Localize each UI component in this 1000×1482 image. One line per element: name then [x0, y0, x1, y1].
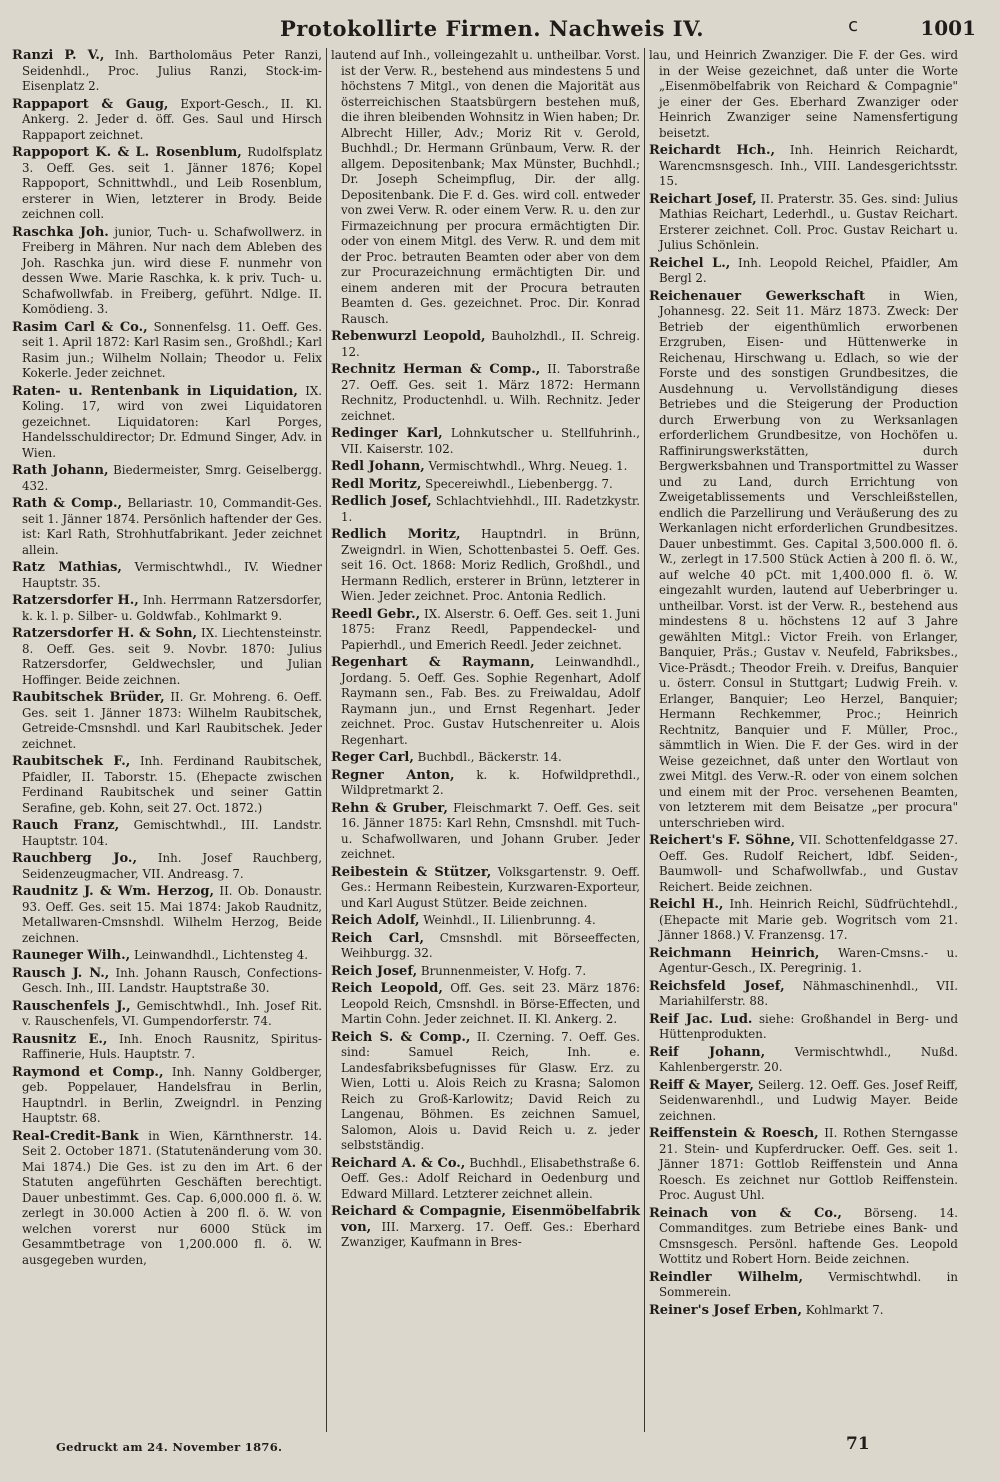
entry-text: III. Marxerg. 17. Oeff. Ges.: Eberhard Zwanziger, Kaufmann in Bres-	[341, 1219, 640, 1249]
entry-text: Bauholzhdl., II. Schreig. 12.	[341, 329, 641, 359]
entry-name: Reibestein & Stützer,	[331, 864, 492, 880]
entry-name: Rechnitz Herman & Comp.,	[331, 362, 541, 377]
register-entry	[12, 384, 322, 462]
entry-name: Reif Johann,	[649, 1044, 766, 1060]
register-entry	[331, 362, 640, 424]
register-entry	[331, 48, 640, 327]
register-entry	[331, 931, 640, 962]
entry-name: Regenhart & Raymann,	[331, 655, 535, 670]
entry-text: lau, und Heinrich Zwanziger. Die F. der Ges. wird in der Weise gezeichnet, daß unter die Worte „Eisenmöbelfabrik von Reichard & Compagnie" je einer der Ges. Eberhard Zwanziger oder Heinrich Zwanziger seine Namensfertigung beisetzt.	[649, 48, 958, 140]
register-entry	[12, 1065, 322, 1127]
register-entry	[649, 289, 958, 832]
entry-text: VII. Schottenfeldgasse 27. Oeff. Ges. Rudolf Reichert, ldbf. Seiden-, Baumwoll- und Schafwollwfab., und Gustav Reichert. Beide zeichnen.	[659, 833, 958, 894]
entry-name: Raubitschek Brüder,	[12, 690, 165, 705]
column-left	[8, 48, 326, 1432]
register-entry	[331, 655, 640, 748]
entry-name: Redlich Josef,	[331, 494, 432, 509]
entry-name: Reger Carl,	[331, 750, 414, 765]
entry-name: Raschka Joh.	[12, 224, 109, 240]
entry-text: IX. Koling. 17, wird von zwei Liquidatoren gezeichnet. Liquidatoren: Karl Porges, Handelsschuldirector; Dr. Edmund Singer, Adv. in Wien.	[22, 383, 322, 460]
entry-text: Lohnkutscher u. Stellfuhrinh., VII. Kaiserstr. 102.	[341, 426, 640, 456]
register-entry	[12, 884, 322, 946]
entry-text: Börseng. 14. Commanditges. zum Betriebe eines Bank- und Cmsnsgesch. Persönl. haftende Ges. Leopold Wottitz und Robert Horn. Beide zeichnen.	[659, 1205, 959, 1266]
entry-name: Rauchberg Jo.,	[12, 851, 137, 866]
entry-name: Reichmann Heinrich,	[649, 945, 820, 961]
entry-text: Specereiwhdl., Liebenbergg. 7.	[425, 476, 613, 491]
entry-name: Rebenwurzl Leopold,	[331, 329, 486, 344]
entry-text: II. Praterstr. 35. Ges. sind: Julius Mathias Reichart, Lederhdl., u. Gustav Reichart. Ersterer zeichnet. Coll. Proc. Gustav Reichart u. Julius Schönlein.	[659, 191, 959, 252]
entry-text: Brunnenmeister, V. Hofg. 7.	[420, 963, 587, 978]
register-entry	[331, 865, 640, 912]
entry-name: Ratzersdorfer H. & Sohn,	[12, 626, 198, 641]
column-middle	[326, 48, 644, 1432]
register-entry	[649, 946, 958, 977]
register-entry	[331, 477, 640, 493]
register-entry	[331, 459, 640, 475]
entry-text: Waren-Cmsns.- u. Agentur-Gesch., IX. Peregrinig. 1.	[659, 945, 958, 975]
register-entry	[12, 851, 322, 882]
entry-name: Reindler Wilhelm,	[649, 1269, 803, 1285]
entry-text: Cmsnshdl. mit Börseeffecten, Weihburgg. 32.	[341, 930, 640, 960]
entry-text: Biedermeister, Smrg. Geiselbergg. 432.	[22, 463, 323, 493]
entry-text: Volksgartenstr. 9. Oeff. Ges.: Hermann Reibestein, Kurzwaren-Exporteur, und Karl August Stützer. Beide zeichnen.	[341, 864, 640, 910]
page-header	[8, 14, 976, 48]
register-entry	[331, 1030, 640, 1154]
register-entry	[649, 1012, 958, 1043]
entry-name: Reich Leopold,	[331, 981, 443, 996]
print-date: Gedruckt am 24. November 1876.	[56, 1440, 283, 1454]
entry-text: Rudolfsplatz 3. Oeff. Ges. seit 1. Jänner 1876; Kopel Rappoport, Schnittwhdl., und Leib Rosenblum, ersterer in Wien, letzterer in Brody. Beide zeichnen coll.	[22, 145, 322, 221]
register-entry	[649, 1270, 958, 1301]
entry-text: Inh. Bartholomäus Peter Ranzi, Seidenhdl., Proc. Julius Ranzi, Stock-im-Eisenplatz 2.	[22, 48, 323, 93]
entry-text: Vermischtwhdl. in Sommerein.	[659, 1269, 958, 1299]
entry-text: Inh. Johann Rausch, Confections-Gesch. Inh., III. Landstr. Hauptstraße 30.	[22, 965, 322, 995]
register-entry	[331, 607, 640, 654]
entry-text: Sonnenfelsg. 11. Oeff. Ges. seit 1. April 1872: Karl Rasim sen., Großhdl.; Karl Rasim jun.; Wilhelm Nollain; Theodor u. Felix Kokerle. Jeder zeichnet.	[22, 319, 322, 380]
entry-text: Buchbdl., Bäckerstr. 14.	[417, 750, 562, 764]
column-right	[644, 48, 962, 1432]
entry-name: Reich S. & Comp.,	[331, 1029, 471, 1045]
register-entry	[331, 426, 640, 457]
register-entry	[331, 1204, 640, 1251]
register-entry	[12, 593, 322, 624]
entry-name: Rauschenfels J.,	[12, 998, 131, 1014]
entry-text: II. Gr. Mohreng. 6. Oeff. Ges. seit 1. Jänner 1873: Wilhelm Raubitschek, Getreide-Cmsnshdl. und Karl Raubitschek. Jeder zeichnet.	[22, 690, 322, 751]
entry-text: Vermischtwhdl., Nußd. Kahlenbergerstr. 20.	[659, 1044, 959, 1074]
register-entry	[12, 496, 322, 558]
entry-name: Rausch J. N.,	[12, 965, 110, 981]
entry-text: Bellariastr. 10, Commandit-Ges. seit 1. Jänner 1874. Persönlich haftender der Ges. ist: Karl Rath, Strohhutfabrikant. Jeder zeichnet allein.	[22, 496, 323, 557]
entry-name: Raubitschek F.,	[12, 754, 131, 769]
register-entry	[12, 48, 322, 95]
register-entry	[649, 1206, 958, 1268]
register-entry	[12, 999, 322, 1030]
entry-name: Reiff & Mayer,	[649, 1077, 754, 1093]
entry-name: Redlich Moritz,	[331, 527, 461, 542]
register-entry	[12, 966, 322, 997]
entry-text: siehe: Großhandel in Berg- und Hüttenprodukten.	[659, 1011, 958, 1041]
entry-text: Inh. Josef Rauchberg, Seidenzeugmacher, VII. Andreasg. 7.	[22, 851, 322, 881]
entry-name: Reich Adolf,	[331, 913, 420, 928]
entry-text: Weinhdl., II. Lilienbrunng. 4.	[423, 913, 596, 927]
entry-name: Redl Moritz,	[331, 476, 422, 492]
entry-name: Reiner's Josef Erben,	[649, 1302, 803, 1318]
entry-name: Rausnitz E.,	[12, 1031, 108, 1047]
entry-name: Raten- u. Rentenbank in Liquidation,	[12, 383, 298, 399]
entry-name: Reichl H.,	[649, 897, 724, 912]
register-entry	[649, 1303, 958, 1319]
register-entry	[649, 1045, 958, 1076]
entry-text: Schlachtviehhdl., III. Radetzkystr. 1.	[341, 494, 640, 524]
register-entry	[12, 97, 322, 144]
entry-name: Reinach von & Co.,	[649, 1205, 842, 1221]
entry-text: II. Ob. Donaustr. 93. Oeff. Ges. seit 15. Mai 1874: Jakob Raudnitz, Metallwaren-Cmsnshdl. Wilhelm Herzog, Beide zeichnen.	[22, 884, 322, 945]
entry-name: Regner Anton,	[331, 767, 455, 783]
register-entry	[12, 818, 322, 849]
entry-name: Rappoport K. & L. Rosenblum,	[12, 145, 242, 160]
entry-name: Reif Jac. Lud.	[649, 1011, 753, 1027]
entry-text: IX. Liechtensteinstr. 8. Oeff. Ges. seit 9. Novbr. 1870: Julius Ratzersdorfer, Geldwechsler, und Julian Hoffinger. Beide zeichnen.	[22, 626, 322, 687]
entry-name: Rappaport & Gaug,	[12, 96, 169, 112]
entry-name: Reichsfeld Josef,	[649, 978, 785, 994]
register-entry	[12, 690, 322, 752]
text-columns	[8, 48, 976, 1432]
entry-text: Vermischtwhdl., IV. Wiedner Hauptstr. 35.	[22, 560, 323, 590]
entry-text: Vermischtwhdl., Whrg. Neueg. 1.	[428, 459, 628, 473]
entry-name: Reich Josef,	[331, 963, 418, 979]
register-entry	[12, 463, 322, 494]
entry-name: Reichard & Compagnie, Eisenmöbelfabrik von,	[331, 1204, 640, 1235]
register-entry	[12, 754, 322, 816]
page-title: Protokollirte Firmen. Nachweis IV.	[279, 16, 705, 41]
page-number: 1001	[920, 16, 976, 40]
entry-text: in Wien, Kärnthnerstr. 14. Seit 2. October 1871. (Statutenänderung vom 30. Mai 1874.) Die Ges. ist zu den im Art. 6 der Statuten angeführten Geschäften berechtigt. Dauer unbestimmt. Ges. Cap. 6,000.000 fl. ö. W. zerlegt in 30.000 Actien à 200 fl. ö. W. von welchen vorerst nur 6000 Stück im Gesammtbetrage von 1,200.000 fl. ö. W. ausgegeben wurden,	[22, 1128, 323, 1267]
register-entry	[331, 768, 640, 799]
register-entry	[649, 143, 958, 190]
margin-mark: c	[848, 15, 858, 36]
entry-name: Raudnitz J. & Wm. Herzog,	[12, 884, 214, 899]
entry-name: Raymond et Comp.,	[12, 1064, 164, 1080]
register-entry	[331, 329, 640, 360]
entry-text: Fleischmarkt 7. Oeff. Ges. seit 16. Jänner 1875: Karl Rehn, Cmsnshdl. mit Tuch- u. Schafwollwaren, und Johann Gruber. Jeder zeichnet.	[341, 800, 640, 861]
entry-name: Rauneger Wilh.,	[12, 948, 131, 963]
entry-text: k. k. Hofwildprethdl., Wildpretmarkt 2.	[341, 767, 640, 797]
entry-text: Inh. Ferdinand Raubitschek, Pfaidler, II. Taborstr. 15. (Ehepacte zwischen Ferdinand Raubitschek und seiner Gattin Serafine, geb. Kohn, seit 27. Oct. 1872.)	[22, 754, 322, 815]
register-entry	[331, 750, 640, 766]
entry-name: Reichart Josef,	[649, 191, 757, 207]
entry-text: Off. Ges. seit 23. März 1876: Leopold Reich, Cmsnshdl. in Börse-Effecten, und Martin Cohn. Jeder zeichnet. II. Kl. Ankerg. 2.	[341, 981, 640, 1026]
signature-mark: 71	[846, 1434, 870, 1454]
entry-text: Leinwandhdl., Lichtensteg 4.	[133, 948, 309, 962]
entry-name: Ratz Mathias,	[12, 560, 122, 575]
entry-text: Hauptndrl. in Brünn, Zweigndrl. in Wien, Schottenbastei 5. Oeff. Ges. seit 16. Oct. 1868: Moriz Redlich, Großhdl., und Hermann Redlich, ersterer in Brünn, letzterer in Wien. Jeder zeichnet. Proc. Antonia Redlich.	[341, 527, 641, 603]
register-entry	[331, 964, 640, 980]
entry-text: Inh. Heinrich Reichl, Südfrüchtehdl., (Ehepacte mit Marie geb. Wogritsch vom 21. Jänner 1868.) V. Franzensg. 17.	[659, 897, 958, 942]
register-entry	[12, 320, 322, 382]
entry-text: Inh. Herrmann Ratzersdorfer, k. k. l. p. Silber- u. Goldwfab., Kohlmarkt 9.	[22, 593, 323, 623]
entry-text: Export-Gesch., II. Kl. Ankerg. 2. Jeder d. öff. Ges. Saul und Hirsch Rappaport zeichnet.	[22, 96, 323, 142]
register-entry	[12, 1129, 322, 1269]
entry-name: Rath Johann,	[12, 463, 109, 478]
register-entry	[12, 560, 322, 591]
entry-text: Inh. Nanny Goldberger, geb. Poppelauer, Handelsfrau in Berlin, Hauptndrl. in Berlin, Zweigndrl. in Penzing Hauptstr. 68.	[22, 1064, 322, 1125]
register-entry	[649, 979, 958, 1010]
entry-text: Inh. Heinrich Reichardt, Warencmsnsgesch. Inh., VIII. Landesgerichtsstr. 15.	[659, 143, 958, 188]
entry-text: Gemischtwhdl., III. Landstr. Hauptstr. 104.	[22, 818, 322, 848]
register-entry	[649, 48, 958, 141]
entry-text: II. Rothen Sterngasse 21. Stein- und Kupferdrucker. Oeff. Ges. seit 1. Jänner 1871: Gottlob Reiffenstein und Anna Roesch. Es zeichnet nur Gottlob Reiffenstein. Proc. August Uhl.	[659, 1126, 959, 1202]
entry-name: Rauch Franz,	[12, 818, 120, 833]
entry-text: junior, Tuch- u. Schafwollwerz. in Freiberg in Mähren. Nur nach dem Ableben des Joh. Raschka jun. wird diese F. nunmehr von dessen Wwe. Marie Raschka, k. k priv. Tuch- u. Schafwollwfab. in Freiberg, geführt. Ndlge. II. Komödieng. 3.	[22, 224, 322, 316]
entry-text: II. Taborstraße 27. Oeff. Ges. seit 1. März 1872: Hermann Rechnitz, Productenhdl. u. Wilh. Rechnitz. Jeder zeichnet.	[341, 362, 640, 423]
register-entry	[331, 913, 640, 929]
entry-name: Reichert's F. Söhne,	[649, 833, 796, 848]
entry-name: Ranzi P. V.,	[12, 48, 105, 63]
entry-name: Rehn & Gruber,	[331, 800, 448, 816]
register-entry	[331, 494, 640, 525]
entry-text: in Wien, Johannesg. 22. Seit 11. März 1873. Zweck: Der Betrieb der eigenthümlich erworbenen Erzgruben, Eisen- und Hüttenwerke in Reichenau, Hirschwang u. Edlach, so wie der Forste und des sonstigen Grundbesitzes, die Ausdehnung u. Vervollständigung dieses Betriebes und die Steigerung der Production durch Erwerbung von zu Werksanlagen erforderlichem Grundbesitze, von Hochöfen u. Raffinirungswerkstätten, durch Bergwerksbahnen und Transportmittel zu Wasser und zu Land, durch Errichtung von Zweigetablissements und Verschleißstellen, endlich die Parzellirung und Veräußerung des zu Werkanlagen nicht erforderlichen Grundbesitzes. Dauer unbestimmt. Ges. Capital 3,500.000 fl. ö. W., zerlegt in 17.500 Stück Actien à 200 fl. ö. W., auf welche 40 pCt. mit 1,400.000 fl. ö. W. eingezahlt wurden, lautend auf Ueberbringer u. untheilbar. Vorst. ist der Verw. R., bestehend aus mindestens 8 u. höchstens 12 auf 3 Jahre gewählten Mitgl.: Victor Freih. von Erlanger, Banquier, Präs.; Gustav v. Neufeld, Fabriksbes., Vice-Präsdt.; Theodor Freih. v. Dreifus, Banquier u. österr. Consul in Stuttgart; Ludwig Freih. v. Erlanger, Banquier; Leo Herzel, Banquier; Hermann Rechkemmer, Proc.; Heinrich Rechtnitz, Banquier und F. Müller, Proc., sämmtlich in Wien. Die F. der Ges. wird in der Weise gezeichnet, daß unter den Wortlaut von zwei Mitgl. des Verw.-R. oder von einem solchen und einem mit der Proc. versehenen Beamten, von letzterem mit dem Beisatze „per procura" unterschrieben wird.	[659, 288, 959, 830]
register-entry	[649, 1126, 958, 1204]
register-entry	[649, 192, 958, 254]
entry-text: Leinwandhdl., Jordang. 5. Oeff. Ges. Sophie Regenhart, Adolf Raymann sen., Fab. Bes. zu Freiwaldau, Adolf Raymann jun., und Ernst Regenhart. Jeder zeichnet. Proc. Gustav Hutschenreiter u. Alois Regenhart.	[341, 655, 641, 747]
entry-text: Nähmaschinenhdl., VII. Mariahilferstr. 88.	[659, 978, 958, 1008]
register-entry	[12, 145, 322, 223]
entry-text: Seilerg. 12. Oeff. Ges. Josef Reiff, Seidenwarenhdl., und Ludwig Mayer. Beide zeichnen.	[659, 1077, 958, 1123]
register-entry	[12, 225, 322, 318]
entry-name: Reiffenstein & Roesch,	[649, 1126, 819, 1141]
entry-text: Inh. Leopold Reichel, Pfaidler, Am Bergl 2.	[659, 255, 959, 285]
entry-text: Buchhdl., Elisabethstraße 6. Oeff. Ges.: Adolf Reichard in Oedenburg und Edward Millard. Letzterer zeichnet allein.	[341, 1155, 641, 1201]
register-entry	[331, 801, 640, 863]
entry-name: Reichard A. & Co.,	[331, 1155, 466, 1171]
register-entry	[331, 981, 640, 1028]
entry-name: Reichel L.,	[649, 255, 731, 271]
entry-name: Redinger Karl,	[331, 426, 443, 441]
entry-name: Real-Credit-Bank	[12, 1128, 139, 1144]
register-entry	[649, 1078, 958, 1125]
register-entry	[331, 1156, 640, 1203]
entry-name: Reich Carl,	[331, 930, 424, 946]
entry-name: Reedl Gebr.,	[331, 606, 421, 622]
entry-text: Gemischtwhdl., Inh. Josef Rit. v. Rauschenfels, VI. Gumpendorferstr. 74.	[22, 998, 323, 1028]
entry-name: Rasim Carl & Co.,	[12, 319, 148, 335]
register-entry	[12, 626, 322, 688]
entry-text: lautend auf Inh., volleingezahlt u. untheilbar. Vorst. ist der Verw. R., bestehend aus mindestens 5 und höchstens 7 Mitgl., von denen die Majorität aus österreichischen Staatsbürgern bestehen muß, die ihren bleibenden Wohnsitz in Wien haben; Dr. Albrecht Hiller, Adv.; Moriz Rit v. Gerold, Buchhdl.; Dr. Hermann Grünbaum, Verw. R. der allgem. Depositenbank; Max Münster, Buchhdl.; Dr. Joseph Scheimpflug, Dir. der allg. Depositenbank. Die F. d. Ges. wird coll. entweder von zwei Verw. R. oder einem Verw. R. u. den zur Firmazeichnung per procura ermächtigten Dir. oder von einem Mitgl. des Verw. R. und dem mit der Proc. betrauten Beamten oder aber von dem zur Procurazeichnung ermächtigten Dir. und einem anderen mit der Procura betrauten Beamten d. Ges. gezeichnet. Proc. Dir. Konrad Rausch.	[331, 48, 640, 326]
register-entry	[12, 1032, 322, 1063]
entry-name: Ratzersdorfer H.,	[12, 593, 139, 608]
register-entry	[649, 256, 958, 287]
entry-name: Reichenauer Gewerkschaft	[649, 288, 866, 304]
page-footer	[56, 1432, 976, 1454]
register-entry	[331, 527, 640, 605]
entry-name: Redl Johann,	[331, 459, 425, 474]
entry-name: Reichardt Hch.,	[649, 143, 776, 158]
entry-text: II. Czerning. 7. Oeff. Ges. sind: Samuel Reich, Inh. e. Landesfabriksbefugnisses für Glasw. Erz. zu Wien, Lotti u. Alois Reich zu Krasna; Salomon Reich zu Groß-Karlowitz; David Reich zu Langenau, Böhmen. Es zeichnen Samuel, Salomon, Alois u. David Reich u. z. jeder selbstständig.	[341, 1029, 641, 1152]
entry-text: Inh. Enoch Rausnitz, Spiritus-Raffinerie, Huls. Hauptstr. 7.	[22, 1031, 323, 1061]
entry-name: Rath & Comp.,	[12, 496, 123, 511]
entry-text: IX. Alserstr. 6. Oeff. Ges. seit 1. Juni 1875: Franz Reedl, Pappendeckel- und Papierhdl., und Emerich Reedl. Jeder zeichnet.	[341, 606, 641, 652]
register-entry	[12, 948, 322, 964]
register-entry	[649, 897, 958, 944]
register-entry	[649, 833, 958, 895]
entry-text: Kohlmarkt 7.	[805, 1302, 884, 1317]
